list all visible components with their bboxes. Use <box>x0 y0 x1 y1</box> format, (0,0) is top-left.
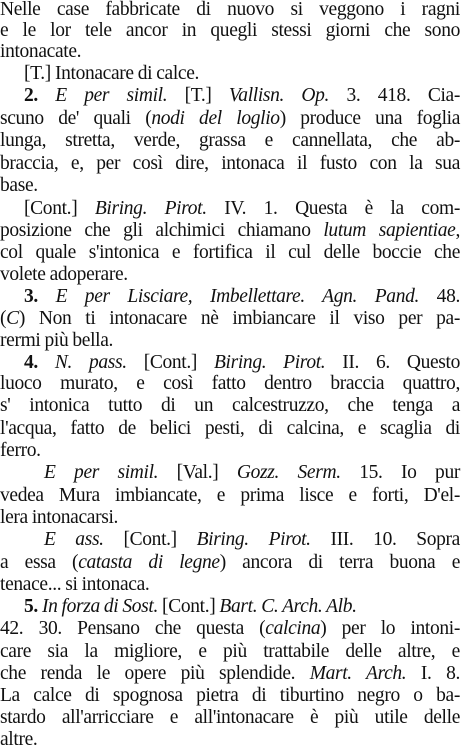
text-segment: rermi più bella. <box>0 330 114 351</box>
sense-2-heading <box>24 83 460 108</box>
citation-italic: Biring. Pirot. <box>213 352 326 373</box>
text-segment: posizione che gli alchimici chiamano <box>0 220 324 241</box>
text-segment: I. 8. <box>406 663 460 684</box>
text-segment: ferro. <box>0 440 41 461</box>
text-segment: e le lor tele ancor in quegli stessi giorni che sono <box>0 20 460 41</box>
citation-italic: nodi del loglio <box>151 108 280 129</box>
citation-italic: E ass. <box>44 529 104 550</box>
text-segment: [T.] <box>184 85 229 106</box>
text-segment: IV. 1. Questa è la com- <box>206 198 460 219</box>
text-segment: braccia, e, per così dire, intonaca il fusto con la sua <box>0 153 460 174</box>
text-segment: lunga, stretta, verde, grassa e cannellata, che ab- <box>0 130 460 151</box>
text-segment: , <box>455 220 460 241</box>
citation-italic: Vallisn. Op. <box>228 85 330 106</box>
text-segment: II. 6. Questo <box>325 352 460 373</box>
entry-text-line <box>0 727 460 752</box>
text-segment: vedea Mura imbiancate, e prima lisce e forti, D'el- <box>0 485 460 506</box>
text-segment: [T.] Intonacare di calce. <box>24 63 200 84</box>
entry-text-line <box>0 128 460 153</box>
text-segment: luoco murato, e così fatto dentro braccia quattro, <box>0 373 460 394</box>
text-segment: 48. <box>419 286 460 307</box>
citation-italic: calcina <box>265 618 321 639</box>
text-segment: lera intonacarsi. <box>0 507 119 528</box>
citation-italic: Gozz. Serm. <box>236 462 341 483</box>
citation-italic: Mart. Arch. <box>309 663 407 684</box>
text-segment: l'acqua, fatto de belici pesti, di calcina, e scaglia di <box>0 418 460 439</box>
text-segment: ) per lo intoni- <box>320 618 460 639</box>
text-segment: scuno de' quali ( <box>0 108 152 129</box>
entry-text-line <box>44 527 460 552</box>
text-segment: care sia la migliore, e più trattabile delle altre, e <box>0 641 460 662</box>
text-segment: tenace... si intonaca. <box>0 574 150 595</box>
sense-number: 3. <box>24 286 56 307</box>
text-segment: base. <box>0 175 38 196</box>
entry-text-line <box>44 460 460 485</box>
text-segment: volete adoperare. <box>0 264 128 285</box>
text-segment: ) produce una foglia <box>279 108 461 129</box>
sense-number: 4. <box>24 352 55 373</box>
entry-text-line <box>0 616 460 641</box>
text-segment: ( <box>0 308 7 329</box>
text-segment: s' intonica tutto di un calcestruzzo, che tenga a <box>0 395 460 416</box>
citation-italic: E per simil. <box>44 462 159 483</box>
text-segment: col quale s'intonica e fortifica il cul delle boccie che <box>0 242 460 263</box>
citation-italic: lutum sapientiae <box>323 220 456 241</box>
citation-italic: N. pass. <box>54 352 127 373</box>
text-segment: [Cont.] <box>24 198 95 219</box>
text-segment: stardo all'arricciare e all'intonacare è più utile delle <box>0 707 460 728</box>
text-segment: Nelle case fabbricate di nuovo si veggono i ragni <box>0 0 460 20</box>
text-segment: La calce di spognosa pietra di tiburtino negro o ba- <box>0 685 460 706</box>
text-segment: altre. <box>0 729 38 750</box>
citation-italic: Biring. Pirot. <box>94 198 207 219</box>
citation-italic: E per simil. <box>55 85 185 106</box>
citation-italic: In forza di Sost. <box>41 596 159 617</box>
text-segment: [Val.] <box>158 462 237 483</box>
entry-text-line <box>0 173 460 198</box>
text-segment: [Cont.] <box>103 529 197 550</box>
citation-italic: E per Lisciare, Imbellettare. Agn. Pand. <box>55 286 420 307</box>
text-segment: 15. Io pur <box>340 462 460 483</box>
entry-text-line <box>0 393 460 418</box>
citation-italic: catasta di legne <box>78 552 220 573</box>
text-segment: a essa ( <box>0 552 79 573</box>
sense-number: 2. <box>24 85 56 106</box>
text-segment: ) ancora di terra buona e <box>219 552 461 573</box>
text-segment: [Cont.] <box>126 352 214 373</box>
text-segment: che renda le opere più splendide. <box>0 663 310 684</box>
citation-italic: Biring. Pirot. <box>196 529 311 550</box>
text-segment: ) Non ti intonacare nè imbiancare il viso per pa- <box>18 308 460 329</box>
text-segment: 3. 418. Cia- <box>329 85 461 106</box>
citation-italic: C <box>6 308 19 329</box>
text-segment: [Cont.] <box>158 596 220 617</box>
citation-italic: Bart. C. Arch. Alb. <box>219 596 357 617</box>
sense-number: 5. <box>24 596 42 617</box>
text-segment: 42. 30. Pensano che questa ( <box>0 618 266 639</box>
text-segment: III. 10. Sopra <box>310 529 460 550</box>
text-segment: intonacate. <box>0 41 82 62</box>
